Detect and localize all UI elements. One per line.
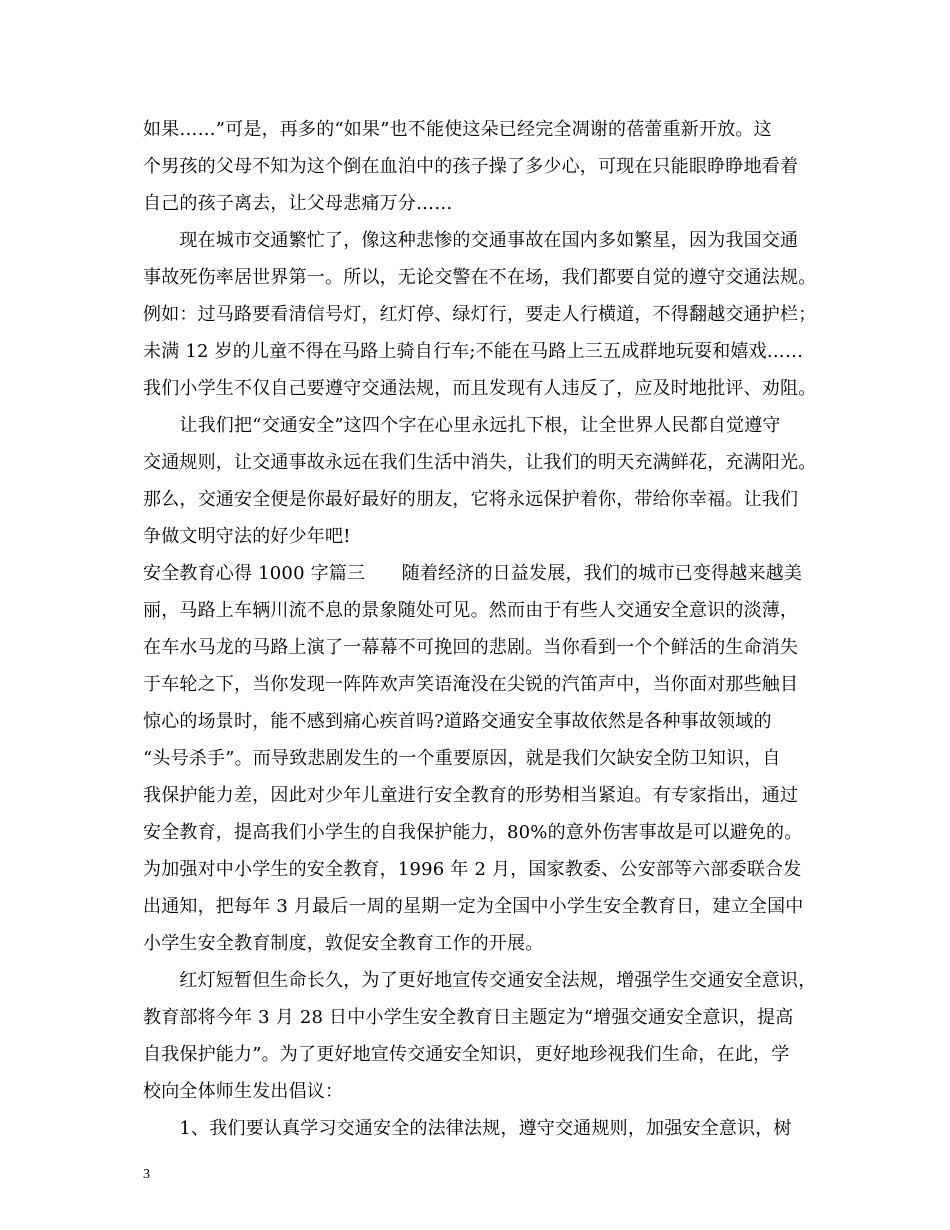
page-number: 3 [143,1167,150,1182]
text-line: 于车轮之下，当你发现一阵阵欢声笑语淹没在尖锐的汽笛声中，当你面对那些触目 [143,674,799,695]
text-line: 现在城市交通繁忙了，像这种悲惨的交通事故在国内多如繁星，因为我国交通 [143,230,799,251]
text-line: 安全教育，提高我们小学生的自我保护能力，80%的意外伤害事故是可以避免的。 [143,822,803,843]
text-line: 我们小学生不仅自己要遵守交通法规，而且发现有人违反了，应及时地批评、劝阻。 [143,378,817,399]
text-line: 我保护能力差，因此对少年儿童进行安全教育的形势相当紧迫。有专家指出，通过 [143,785,799,806]
text-line: 争做文明守法的好少年吧! [143,526,351,547]
text-line: 那么，交通安全便是你最好最好的朋友，它将永远保护着你，带给你幸福。让我们 [143,489,799,510]
text-line: 惊心的场景时，能不感到痛心疾首吗?道路交通安全事故依然是各种事故领域的 [143,711,772,732]
text-line: 为加强对中小学生的安全教育，1996 年 2 月，国家教委、公安部等六部委联合发 [143,859,802,880]
text-line: 例如：过马路要看清信号灯，红灯停、绿灯行，要走人行横道，不得翻越交通护栏； [143,304,817,325]
section-heading-line: 安全教育心得 1000 字篇三 随着经济的日益发展，我们的城市已变得越来越美 [143,563,803,584]
text-line: 未满 12 岁的儿童不得在马路上骑自行车;不能在马路上三五成群地玩耍和嬉戏…… [143,341,804,362]
text-line: 红灯短暂但生命长久，为了更好地宣传交通安全法规，增强学生交通安全意识， [143,970,817,991]
text-line: 出通知，把每年 3 月最后一周的星期一定为全国中小学生安全教育日，建立全国中 [143,896,804,917]
text-line: 自我保护能力”。为了更好地宣传交通安全知识，更好地珍视我们生命，在此，学 [143,1044,790,1065]
text-line: 校向全体师生发出倡议： [143,1081,344,1102]
text-line: 交通规则，让交通事故永远在我们生活中消失，让我们的明天充满鲜花，充满阳光。 [143,452,817,473]
text-line: 小学生安全教育制度，敦促安全教育工作的开展。 [143,933,544,954]
text-line: 事故死伤率居世界第一。所以，无论交警在不在场，我们都要自觉的遵守交通法规。 [143,267,817,288]
text-line: “头号杀手”。而导致悲剧发生的一个重要原因，就是我们欠缺安全防卫知识，自 [143,748,781,769]
text-line: 自己的孩子离去，让父母悲痛万分…… [143,193,453,214]
text-line: 让我们把“交通安全”这四个字在心里永远扎下根，让全世界人民都自觉遵守 [143,415,781,436]
text-line: 1、我们要认真学习交通安全的法律法规，遵守交通规则，加强安全意识，树 [143,1118,792,1139]
text-line: 教育部将今年 3 月 28 日中小学生安全教育日主题定为“增强交通安全意识，提高 [143,1007,794,1028]
text-line: 如果……”可是，再多的“如果”也不能使这朵已经完全凋谢的蓓蕾重新开放。这 [143,119,772,140]
text-line: 在车水马龙的马路上演了一幕幕不可挽回的悲剧。当你看到一个个鲜活的生命消失 [143,637,799,658]
text-line: 丽，马路上车辆川流不息的景象随处可见。然而由于有些人交通安全意识的淡薄， [143,600,799,621]
text-line: 个男孩的父母不知为这个倒在血泊中的孩子操了多少心，可现在只能眼睁睁地看着 [143,156,799,177]
